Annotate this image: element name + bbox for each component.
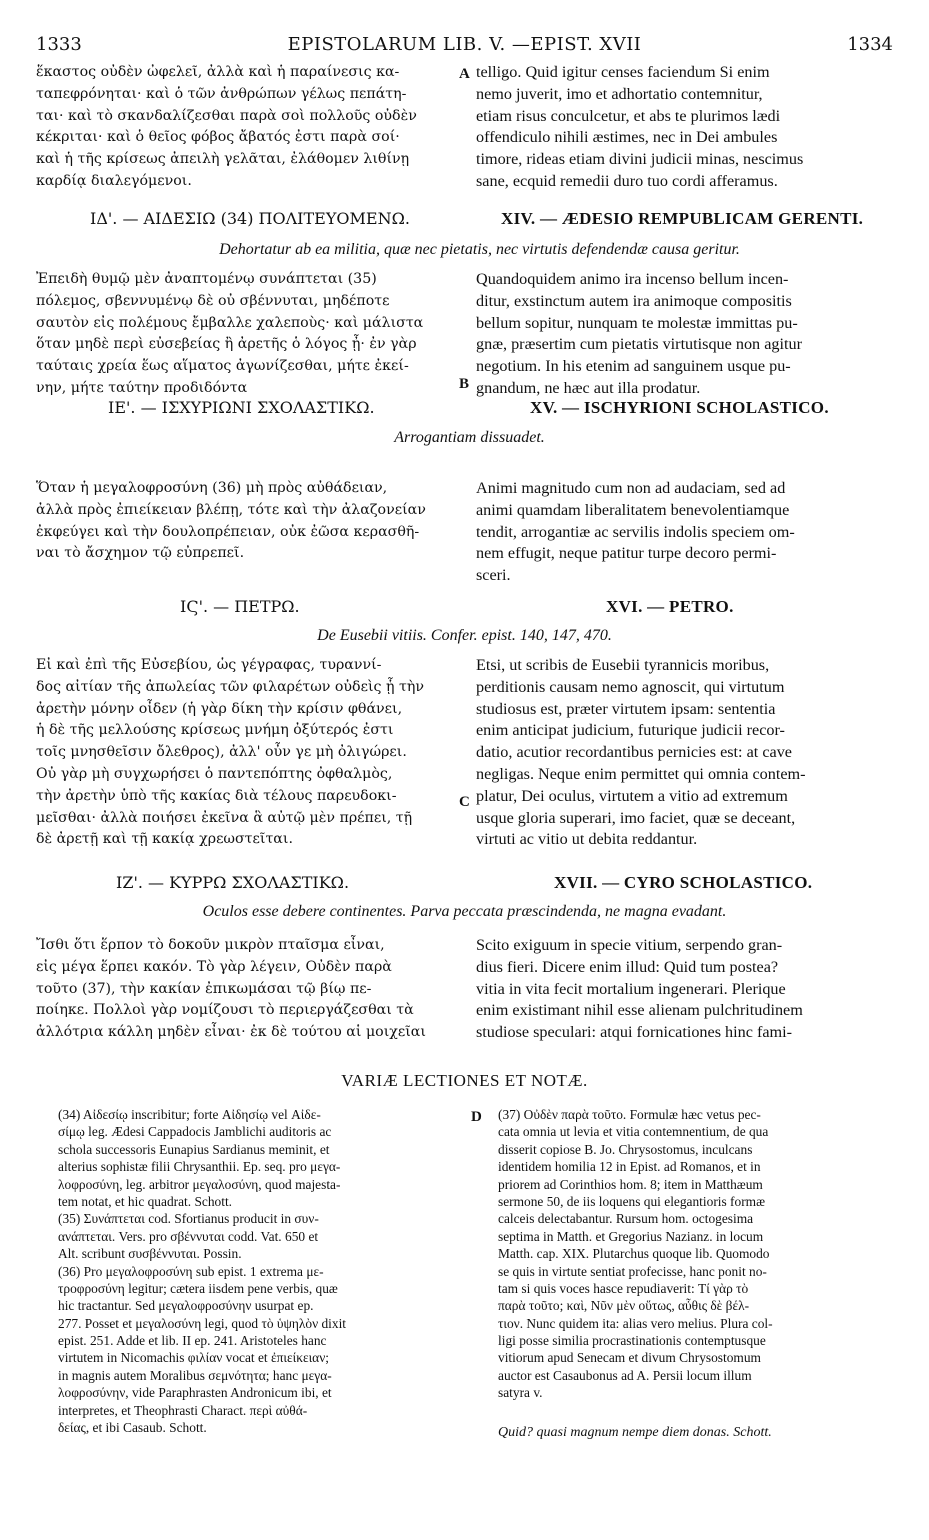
latin-line: telligo. Quid igitur censes faciendum Si enim: [476, 63, 770, 81]
note-line: δείας, et ibi Casaub. Schott.: [58, 1420, 207, 1436]
margin-letter: A: [459, 66, 470, 82]
latin-line: vitia in vita fecit mortalium ingenerari. Plerique: [476, 979, 786, 998]
greek-line: καὶ ἡ τῆς κρίσεως ἀπειλὴ γελᾶται, ἐλάθομεν λιθίνῃ: [36, 151, 410, 168]
greek-line: Ἴσθι ὅτι ἕρπον τὸ δοκοῦν μικρὸν πταῖσμα εἶναι,: [36, 937, 385, 953]
greek-line: ἀρετὴν μόνην οἶδεν (ἡ γὰρ δίκη τὴν κρίσιν φθάνει,: [36, 700, 403, 717]
letter16-latin: [476, 655, 891, 851]
latin-line: sane, ecquid remedii duro tuo cordi afferamus.: [476, 171, 778, 190]
latin-line: etiam risus conculcetur, et abs te plurimos lædi: [476, 106, 781, 125]
letter17-greek: [36, 935, 458, 1044]
latin-line: Etsi, ut scribis de Eusebii tyrannicis moribus,: [476, 656, 770, 674]
notes-left-column: [58, 1106, 468, 1436]
greek-line: ταπεφρόνηται· καὶ ὁ τῶν ἀνθρώπων γέλως πεπάτη-: [36, 85, 407, 102]
letter16-latin-heading: XVI. — PETRO.: [606, 597, 734, 616]
letter15-greek-heading: ΙΕ'. — ΙΣΧΥΡΙΩΝΙ ΣΧΟΛΑΣΤΙΚΩ.: [108, 398, 375, 417]
latin-line: sceri.: [476, 566, 511, 585]
letter16-greek-heading: ΙϚ'. — ΠΕΤΡΩ.: [180, 597, 300, 616]
note-line: interpretes, et Theophrasti Charact. περὶ αὐθά-: [58, 1402, 308, 1418]
greek-line: ναι τὸ ἄσχημον τῷ εὐπρεπεῖ.: [36, 545, 245, 562]
note-line: alterius sophistæ filii Chrysanthii. Ep. seq. pro μεγα-: [58, 1159, 341, 1175]
latin-line: nem effugit, neque patitur turpe decoro permi-: [476, 544, 777, 563]
margin-letter: C: [459, 794, 470, 810]
greek-line: Εἰ καὶ ἐπὶ τῆς Εὐσεβίου, ὡς γέγραφας, τυραννί-: [36, 657, 382, 673]
letter15-greek: [36, 478, 458, 565]
greek-line: δος αἰτίαν τῆς ἀπωλείας τῶν φιλαρέτων οὐδεὶς ᾗ τὴν: [36, 678, 424, 695]
greek-line: Οὐ γὰρ μὴ συγχωρήσει ὁ παντεπόπτης ὀφθαλμὸς,: [36, 765, 393, 782]
note-line: ανάπτεται. Vers. pro σβέννυται codd. Vat. 650 et: [58, 1228, 319, 1244]
note-line: tam si quis voces hasce repudiaverit: Τί γὰρ τὸ: [498, 1280, 749, 1296]
latin-line: studiosus est, præter virtutem ipsam: sententia: [476, 699, 776, 718]
notes-closing-line: Quid? quasi magnum nempe diem donas. Schott.: [498, 1425, 772, 1440]
note-line: calceis delectabantur. Rursum hom. octogesima: [498, 1211, 754, 1227]
latin-line: timore, rideas etiam divini judicii minas, nescimus: [476, 150, 804, 169]
greek-line: νην, μήτε ταύτην προδιδόντα: [36, 379, 248, 396]
greek-line: πόλεμος, σβεννυμένῳ δὲ οὐ σβέννυται, μηδέποτε: [36, 292, 390, 309]
letter15-latin-heading: XV. — ISCHYRIONI SCHOLASTICO.: [530, 398, 829, 417]
latin-line: Quandoquidem animo ira incenso bellum incen-: [476, 270, 789, 288]
greek-line: κέκριται· καὶ ὁ θεῖος φόβος ἄβατός ἐστι παρὰ σοί·: [36, 129, 400, 146]
note-line: epist. 251. Adde et lib. II ep. 241. Aristoteles hanc: [58, 1333, 327, 1349]
letter14-greek-heading: ΙΔ'. — ΑΙΔΕΣΙΩ (34) ΠΟΛΙΤΕΥΟΜΕΝΩ.: [90, 209, 410, 228]
latin-line: gnandum, ne hæc aut illa prodatur.: [476, 378, 701, 397]
note-line: disserit copiose B. Jo. Chrysostomus, inculcans: [498, 1141, 753, 1157]
latin-line: negligas. Neque enim permittet qui omnia contem-: [476, 764, 806, 783]
note-line: cata omnia ut levia et vitia contemnentium, de qua: [498, 1124, 769, 1140]
greek-line: ἕκαστος οὐδὲν ὠφελεῖ, ἀλλὰ καὶ ἡ παραίνεσις κα-: [36, 64, 400, 80]
greek-line: Ὅταν ἡ μεγαλοφροσύνη (36) μὴ πρὸς αὐθάδειαν,: [36, 480, 388, 496]
letter15-latin: [476, 478, 891, 587]
margin-letter: D: [471, 1109, 482, 1125]
note-line: schola successoris Eunapius Sardianus meminit, et: [58, 1141, 330, 1157]
letter14-greek: [36, 269, 458, 400]
latin-line: platur, Dei oculus, virtutem a vitio ad extremum: [476, 786, 788, 805]
letter17-summary: Oculos esse debere continentes. Parva peccata præscindenda, ne magna evadant.: [202, 903, 727, 920]
letter17-latin-heading: XVII. — CYRO SCHOLASTICO.: [554, 873, 813, 892]
latin-line: perditionis causam nemo agnoscit, qui virtutum: [476, 677, 785, 696]
note-line: auctor est Casaubonus ad A. Persii locum illum: [498, 1367, 752, 1383]
greek-line: καρδίᾳ διαλεγόμενοι.: [36, 172, 192, 189]
greek-line: σαυτὸν εἰς πολέμους ἔμβαλλε χαλεποὺς· καὶ μάλιστα: [36, 314, 424, 331]
note-line: παρὰ τοῦτο; καὶ, Νῦν μὲν οὕτως, αὖθις δὲ βέλ-: [498, 1298, 750, 1314]
running-title: EPISTOLARUM LIB. V. —EPIST. XVII: [287, 34, 642, 55]
note-line: (35) Συνάπτεται cod. Sfortianus producit in συν-: [58, 1211, 319, 1227]
notes-title: VARIÆ LECTIONES ET NOTÆ.: [341, 1071, 588, 1090]
latin-line: enim anticipat judicium, futurique judicii recor-: [476, 721, 785, 740]
note-line: ligi posse similia procrastinationis contemptusque: [498, 1333, 766, 1349]
greek-line: τοῖς μνησθεῖσιν ὄλεθρος), ἀλλ' οὖν γε μὴ ὀλιγώρει.: [36, 744, 407, 761]
notes-right-column: [498, 1106, 898, 1402]
letter14-summary: Dehortatur ab ea militia, quæ nec pietatis, nec virtutis defendendæ causa geritur.: [219, 241, 740, 258]
note-line: λοφροσύνην, vide Paraphrasten Andronicum ibi, et: [58, 1385, 332, 1401]
block1-latin: [476, 62, 891, 193]
note-line: (37) Οὐδὲν παρὰ τοῦτο. Formulæ hæc vetus pec-: [498, 1107, 761, 1122]
latin-line: negotium. In his etenim ad sanguinem usque pu-: [476, 357, 791, 376]
page-number-left: 1333: [36, 34, 82, 55]
latin-line: ditur, exstinctum autem ira animoque compositis: [476, 291, 792, 310]
latin-line: Scito exiguum in specie vitium, serpendo gran-: [476, 936, 783, 954]
latin-line: datio, acutior recordantibus pernicies est: at cave: [476, 743, 792, 762]
greek-line: τὴν ἀρετὴν ὑπὸ τῆς κακίας διὰ τέλους παρευδοκι-: [36, 787, 397, 804]
greek-line: εἰς μέγα ἕρπει κακόν. Τὸ γὰρ λέγειν, Οὐδὲν παρὰ: [36, 958, 392, 975]
note-line: se quis in virtute sentiat profecisse, hanc ponit no-: [498, 1263, 767, 1279]
note-line: λοφροσύνη, leg. arbitror μεγαλοσύνη, quod majesta-: [58, 1176, 341, 1192]
note-line: septima in Matth. et Gregorius Nazianz. in locum: [498, 1228, 764, 1244]
greek-line: ποίηκε. Πολλοὶ γὰρ νομίζουσι τὸ περιεργάζεσθαι τὰ: [36, 1002, 414, 1019]
note-line: identidem homilia 12 in Epist. ad Romanos, et in: [498, 1159, 761, 1175]
greek-line: τοῦτο (37), τὴν κακίαν ἐπικωμάσαι τῷ βίῳ πε-: [36, 980, 372, 997]
letter16-summary: De Eusebii vitiis. Confer. epist. 140, 147, 470.: [317, 627, 612, 644]
latin-line: enim existimant nihil esse alienam pulchritudinem: [476, 1001, 803, 1020]
note-line: sermone 50, de iis loquens qui elegantioris formæ: [498, 1193, 766, 1209]
note-line: priorem ad Corinthios hom. 8; item in Matthæum: [498, 1176, 763, 1192]
greek-line: ἐκφεύγει καὶ τὴν δουλοπρέπειαν, οὐκ ἐῶσα κερασθῆ-: [36, 523, 420, 540]
letter14-latin: [476, 269, 891, 400]
note-line: σίμῳ leg. Ædesi Cappadocis Jamblichi auditoris ac: [58, 1124, 332, 1140]
note-line: virtutem in Nicomachis φιλίαν vocat et ἐπιείκειαν;: [58, 1350, 329, 1366]
note-line: in magnis autem Moralibus σεμνότητα; hanc μεγα-: [58, 1367, 332, 1383]
greek-line: δὲ ἀρετῇ καὶ τῇ κακίᾳ χρεωστεῖται.: [36, 831, 293, 848]
greek-line: ται· καὶ τὸ σκανδαλίζεσθαι παρὰ σοὶ πολλοῦς οὐδὲν: [36, 107, 417, 124]
note-line: Alt. scribunt συσβέννυται. Possin.: [58, 1246, 242, 1262]
greek-line: Ἐπειδὴ θυμῷ μὲν ἀναπτομένῳ συνάπτεται (35): [36, 271, 377, 287]
note-line: tem notat, et hic quadrat. Schott.: [58, 1193, 233, 1209]
latin-line: animi quamdam liberalitatem benevolentiamque: [476, 500, 790, 519]
latin-line: dius fieri. Dicere enim illud: Quid tum postea?: [476, 957, 779, 976]
note-line: hic tractantur. Sed μεγαλοφροσύνην usurpat ep.: [58, 1298, 314, 1314]
note-line: satyra v.: [498, 1385, 543, 1401]
note-line: vitiorum apud Senecam et divum Chrysostomum: [498, 1350, 761, 1366]
latin-line: Animi magnitudo cum non ad audaciam, sed ad: [476, 479, 786, 497]
latin-line: tendit, arrogantiæ ac servilis indolis speciem om-: [476, 522, 795, 541]
note-line: 277. Posset et μεγαλοσύνη legi, quod τὸ ὑψηλὸν dixit: [58, 1315, 347, 1331]
page-number-right: 1334: [847, 34, 893, 55]
note-line: (34) Αἰδεσίῳ inscribitur; forte Αἰδησίῳ vel Αἰδε-: [58, 1107, 321, 1122]
letter16-greek: [36, 655, 458, 851]
greek-line: ἀλλὰ πρὸς ἐπιείκειαν βλέπῃ, τότε καὶ τὴν ἀλαζονείαν: [36, 501, 426, 518]
page-header: [36, 34, 893, 60]
greek-line: ταύταις χρεία ἕως αἵματος ἀγωνίζεσθαι, μήτε ἐκεί-: [36, 358, 409, 375]
letter17-latin: [476, 935, 891, 1044]
latin-line: studiose speculari: atqui fornicationes hinc fami-: [476, 1023, 793, 1042]
block1-greek: [36, 62, 458, 193]
latin-line: nemo juverit, imo et adhortatio contemnitur,: [476, 84, 763, 103]
latin-line: usque gloria superari, imo faciet, quæ se deceant,: [476, 808, 796, 827]
note-line: (36) Pro μεγαλοφροσύνη sub epist. 1 extrema με-: [58, 1263, 324, 1279]
note-line: Matth. cap. XIX. Plutarchus quoque lib. Quomodo: [498, 1246, 770, 1262]
greek-line: ἡ δὲ τῆς μελλούσης κρίσεως μνήμη ὀξύτερός ἐστι: [36, 722, 394, 739]
letter14-latin-heading: XIV. — ÆDESIO REMPUBLICAM GERENTI.: [501, 209, 864, 228]
latin-line: gnæ, præsertim cum pietatis virtutisque non agitur: [476, 335, 802, 354]
margin-letter: B: [459, 376, 470, 392]
latin-line: bellum sopitur, nunquam te molestæ immittas pu-: [476, 313, 798, 332]
letter15-summary: Arrogantiam dissuadet.: [394, 429, 545, 446]
latin-line: offendiculo nihili æstimes, nec in Dei ambules: [476, 128, 778, 147]
greek-line: ὅταν μηδὲ περὶ εὐσεβείας ἢ ἀρετῆς ὁ λόγος ᾖ· ἐν γὰρ: [36, 336, 417, 353]
note-line: τροφροσύνη legitur; cætera iisdem pene verbis, quæ: [58, 1280, 338, 1296]
letter17-greek-heading: ΙΖ'. — ΚΥΡΡΩ ΣΧΟΛΑΣΤΙΚΩ.: [116, 873, 350, 892]
greek-line: ἀλλότρια κάλλη μηδὲν εἶναι· ἐκ δὲ τούτου αἱ μοιχεῖαι: [36, 1024, 426, 1041]
latin-line: virtuti ac vitio ut debita reddantur.: [476, 830, 698, 849]
note-line: τιον. Nunc quidem ita: alias vero melius. Plura col-: [498, 1315, 773, 1331]
greek-line: μεῖσθαι· ἀλλὰ ποιήσει ἐκεῖνα ἃ αὐτῷ μὲν πρέπει, τῇ: [36, 809, 413, 826]
